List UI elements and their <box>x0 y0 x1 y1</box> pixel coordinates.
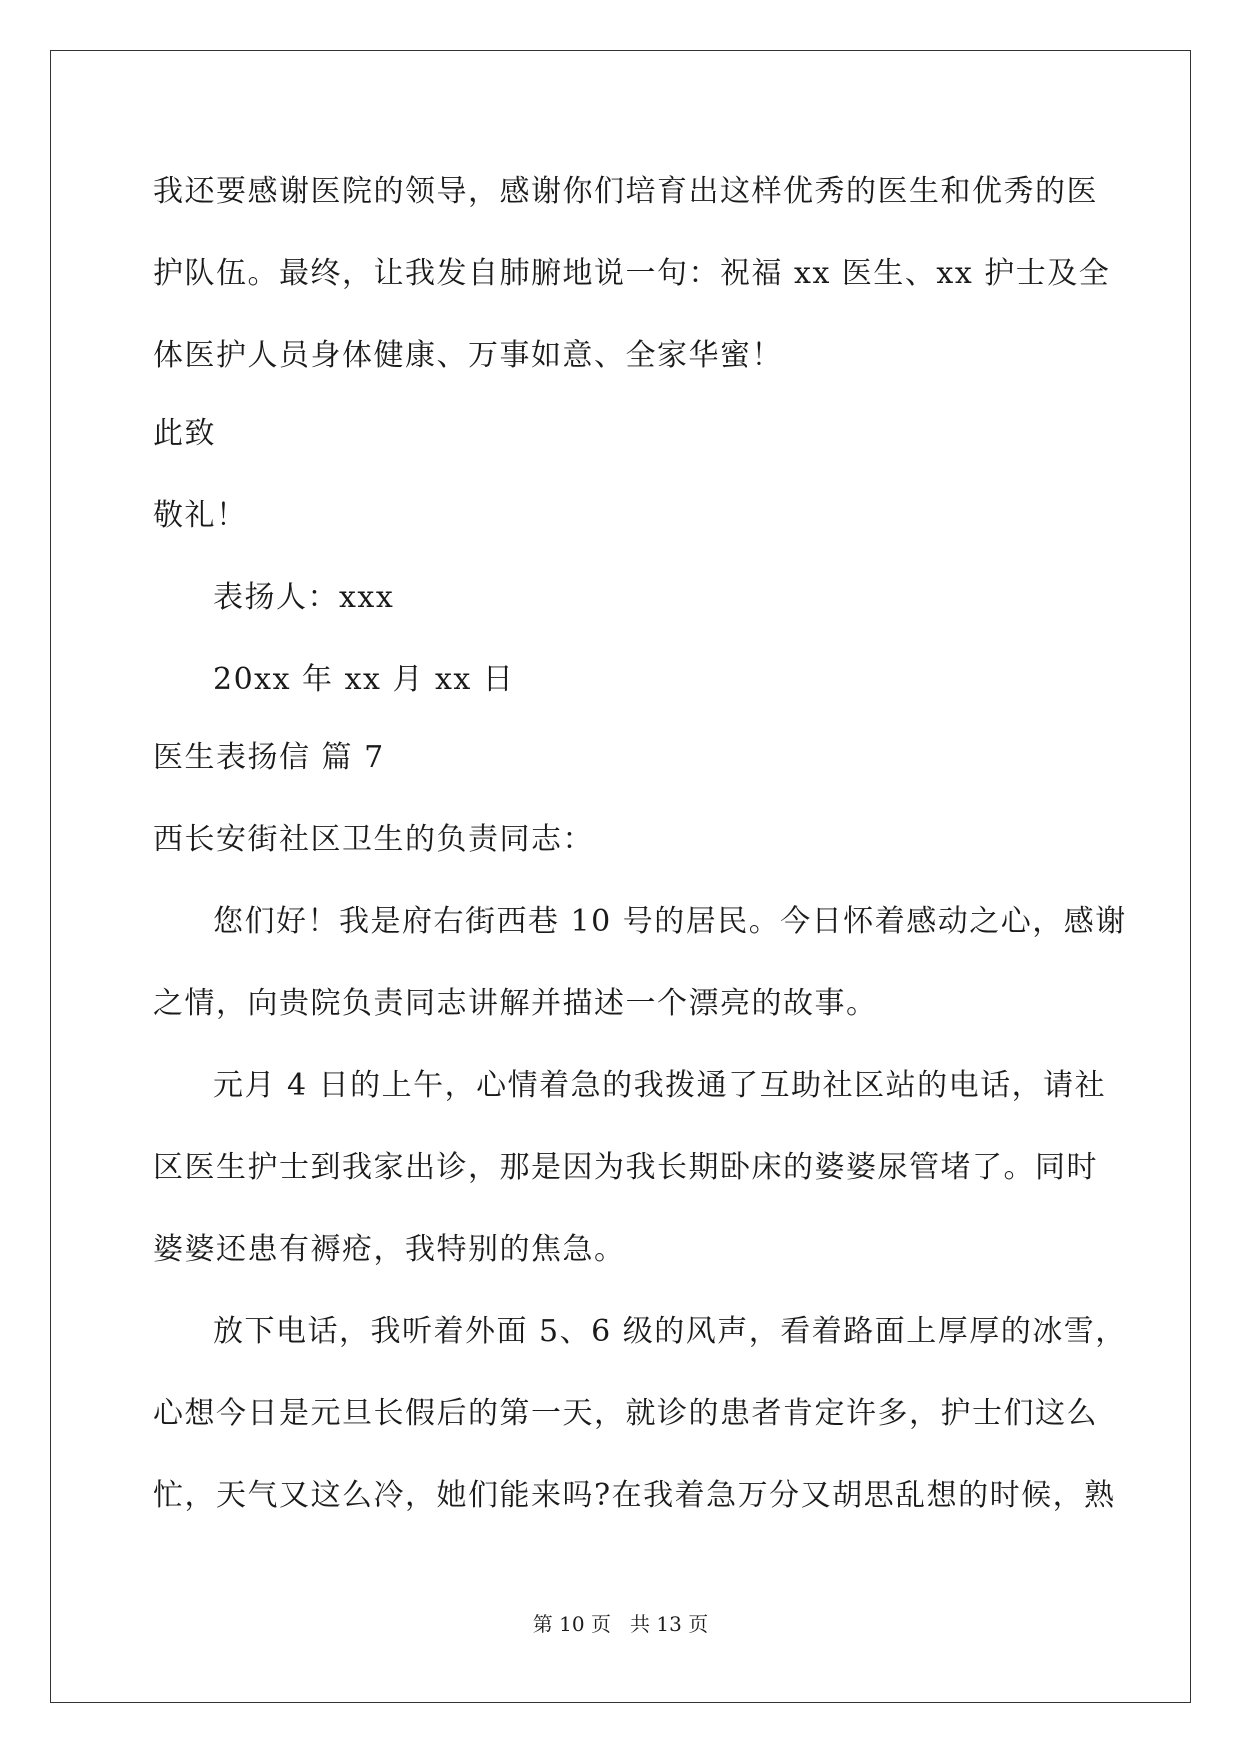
closing-salutation: 此致 <box>153 416 216 451</box>
paragraph-line: 我还要感谢医院的领导，感谢你们培育出这样优秀的医生和优秀的医 <box>153 174 1098 209</box>
letter-greeting: 西长安街社区卫生的负责同志： <box>153 822 594 857</box>
paragraph-line: 放下电话，我听着外面 5、6 级的风声，看着路面上厚厚的冰雪， <box>213 1314 1127 1349</box>
paragraph-line: 之情，向贵院负责同志讲解并描述一个漂亮的故事。 <box>153 986 878 1021</box>
section-heading: 医生表扬信 篇 7 <box>153 740 385 775</box>
paragraph-line: 心想今日是元旦长假后的第一天，就诊的患者肯定许多，护士们这么 <box>153 1396 1098 1431</box>
paragraph-line: 区医生护士到我家出诊，那是因为我长期卧床的婆婆尿管堵了。同时 <box>153 1150 1098 1185</box>
page-border <box>50 50 1191 1703</box>
closing-regards: 敬礼！ <box>153 498 248 533</box>
paragraph-line: 护队伍。最终，让我发自肺腑地说一句：祝福 xx 医生、xx 护士及全 <box>153 256 1111 291</box>
date-line: 20xx 年 xx 月 xx 日 <box>213 662 515 697</box>
page-number-footer: 第 10 页 共 13 页 <box>532 1612 709 1636</box>
signature-line: 表扬人：xxx <box>213 580 395 615</box>
paragraph-line: 元月 4 日的上午，心情着急的我拨通了互助社区站的电话，请社 <box>213 1068 1107 1103</box>
paragraph-line: 体医护人员身体健康、万事如意、全家华蜜！ <box>153 338 783 373</box>
paragraph-line: 您们好！我是府右街西巷 10 号的居民。今日怀着感动之心，感谢 <box>213 904 1127 939</box>
paragraph-line: 婆婆还患有褥疮，我特别的焦急。 <box>153 1232 626 1267</box>
paragraph-line: 忙，天气又这么冷，她们能来吗?在我着急万分又胡思乱想的时候，熟 <box>153 1478 1116 1513</box>
